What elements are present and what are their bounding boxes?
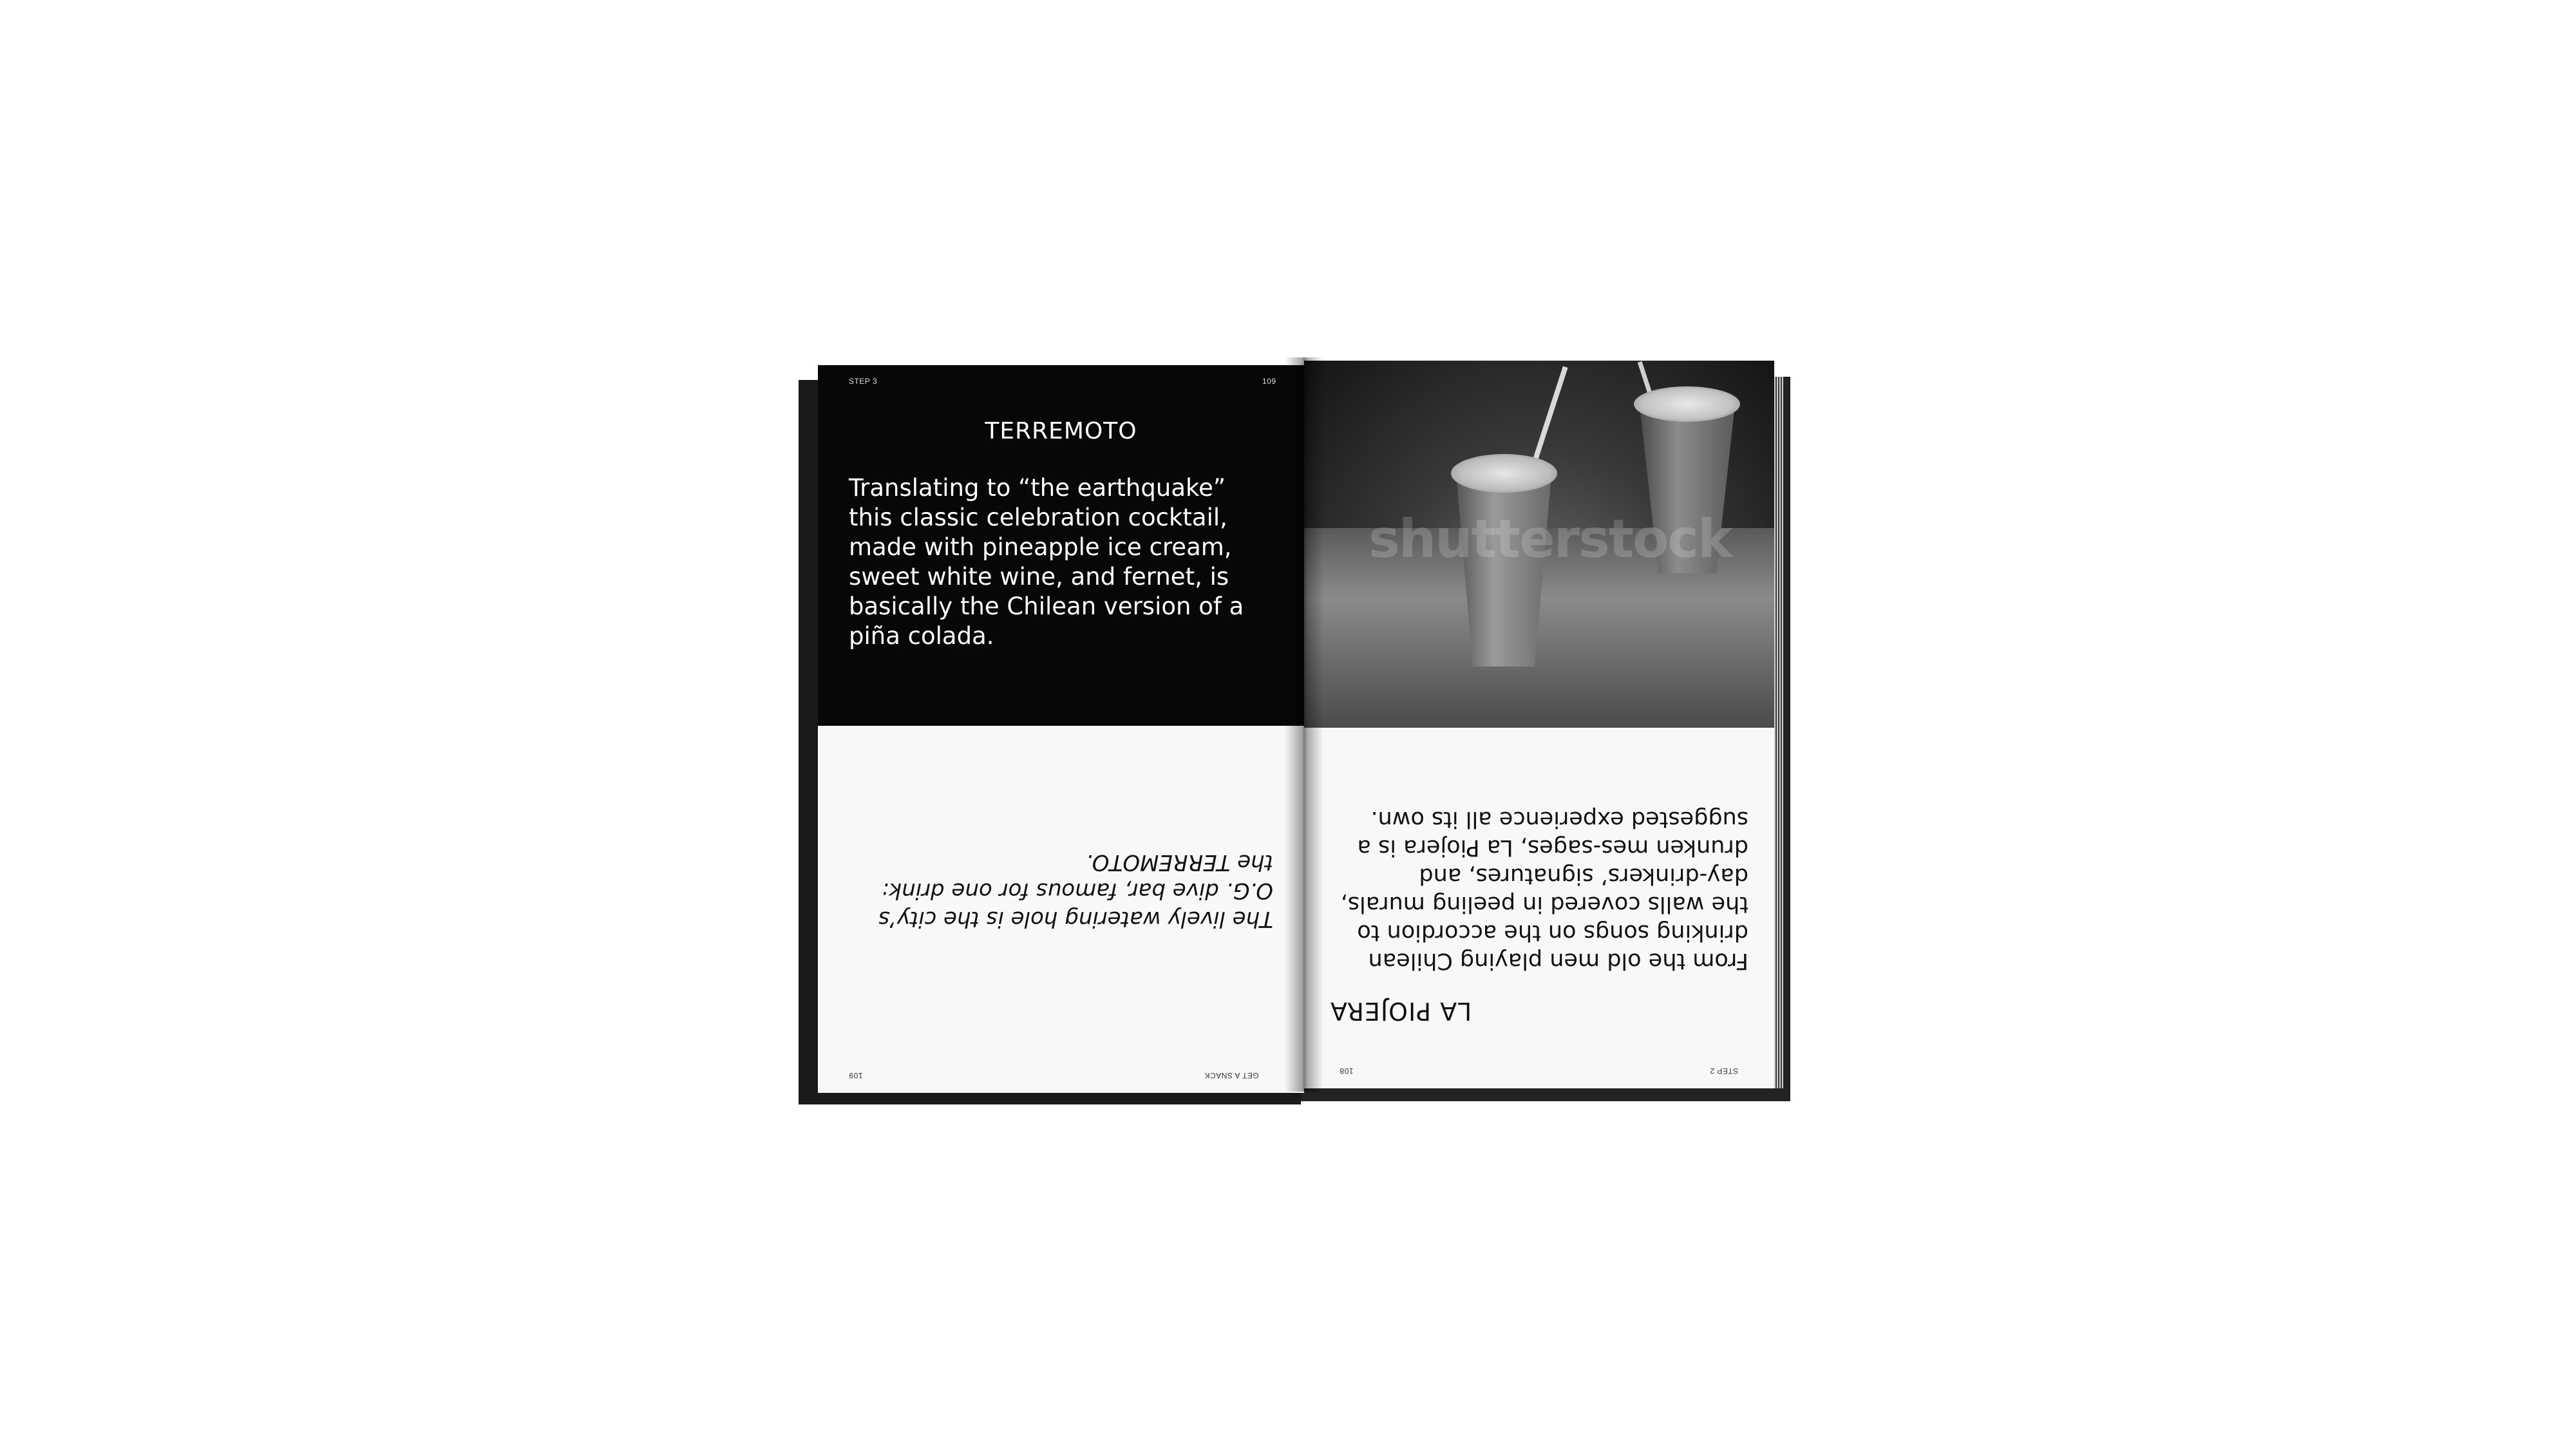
left-page-black-panel <box>818 365 1304 726</box>
footer-section-label: GET A SNACK <box>1204 1071 1259 1080</box>
page-title: TERREMOTO <box>985 418 1137 444</box>
left-page-white-panel <box>818 726 1304 1093</box>
page-edges <box>1774 377 1783 1088</box>
cocktail-photo <box>1304 361 1774 728</box>
right-page <box>1304 361 1774 1088</box>
right-page-white-panel <box>1304 728 1774 1088</box>
page-number: 109 <box>1262 377 1276 386</box>
body-paragraph: Translating to “the earthquake” this classic celebration cocktail, made with pineapple ice cream, sweet white wine, and fernet, is basically the Chilean version of a piña colada. <box>849 474 1244 650</box>
ice-cream-scoop <box>1634 386 1740 422</box>
left-page <box>818 365 1304 1093</box>
ice-cream-scoop <box>1451 454 1557 493</box>
flipped-paragraph: The lively watering hole is the city’s O.G. dive bar, famous for one drink: the TERREMOTO. <box>878 849 1273 932</box>
flipped-paragraph: From the old men playing Chilean drinking songs on the accordion to the walls covered in peeling murals, day-drinkers’ signatures, and drunken mes-sages, La Piojera is a suggested experience all its own. <box>1340 806 1748 974</box>
step-label: STEP 3 <box>849 377 878 386</box>
watermark: shutterstock <box>1368 509 1732 570</box>
flipped-title: LA PIOJERA <box>1330 997 1472 1025</box>
flipped-text-block <box>1304 766 1774 1037</box>
open-book <box>799 357 1790 1104</box>
footer-page-number: 108 <box>1340 1066 1354 1075</box>
footer-step-label: STEP 2 <box>1710 1066 1739 1075</box>
footer-page-number: 109 <box>849 1071 863 1080</box>
